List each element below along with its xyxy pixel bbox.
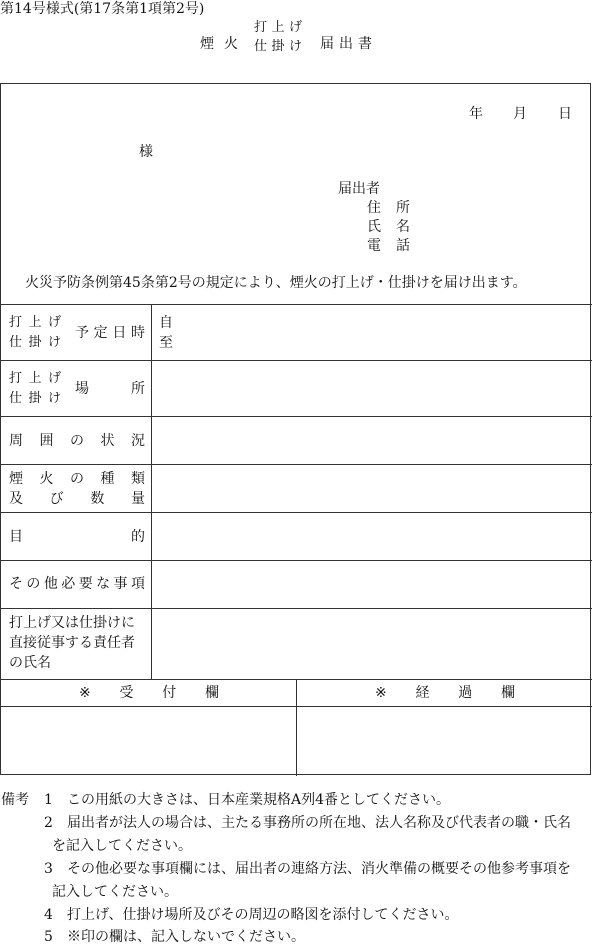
title-lead: 煙 火 [200,36,238,52]
responsible-line1: 打上げ又は仕掛けに [9,615,135,631]
form-title [200,20,400,56]
note-1-text: この用紙の大きさは、日本産業規格A列4番としてください。 [67,792,451,808]
address-label: 住 所 [367,200,410,216]
title-top: 打 上 げ [254,20,302,35]
note-5-num: 5 [44,929,53,945]
schedule-to: 至 [159,335,173,351]
filer-label: 届出者 [338,181,380,197]
other-label: そ の 他 必 要 な 事 項 [9,576,145,592]
place-prefix-bottom: 仕 掛 け [9,391,61,406]
note-2-text-cont: を記入してください。 [52,838,192,854]
date-year: 年 [469,106,483,122]
note-5-text: ※印の欄は、記入しないでください。 [67,929,305,945]
fireworks-type-label: 煙 火 の 種 類 [9,471,145,487]
addressee: 様 [139,144,153,160]
schedule-prefix-bottom: 仕 掛 け [9,335,61,350]
progress-header: ※ 経 過 欄 [375,685,515,701]
phone-label: 電 話 [367,238,410,254]
note-3-text-cont: 記入してください。 [52,884,178,900]
responsible-line3: の氏名 [9,655,51,671]
title-tail: 届 出 書 [320,36,372,52]
note-1-num: 1 [44,792,53,808]
title-bottom: 仕 掛 け [254,39,302,54]
note-3-num: 3 [44,861,53,877]
responsible-line2: 直接従事する責任者 [9,635,135,651]
name-label: 氏 名 [367,219,410,235]
declaration: 火災予防条例第45条第2号の規定により、煙火の打上げ・仕掛けを届け出ます。 [25,275,527,291]
form-table [0,83,591,775]
schedule-from: 自 [159,315,173,331]
place-label: 場 所 [75,381,145,397]
date-month: 月 [513,106,527,122]
note-2-num: 2 [44,815,53,831]
fireworks-quantity-label: 及 び 数 量 [9,491,145,507]
schedule-label: 予 定 日 時 [75,325,145,341]
receipt-header: ※ 受 付 欄 [79,685,219,701]
note-4-num: 4 [44,907,53,923]
form-number: 第14号様式(第17条第1項第2号) [0,1,205,17]
row-schedule-label [1,304,151,360]
note-2-text: 届出者が法人の場合は、主たる事務所の所在地、法人名称及び代表者の職・氏名 [67,815,571,831]
note-3-text: その他必要な事項欄には、届出者の連絡方法、消火準備の概要その他参考事項を [67,861,571,877]
place-prefix-top: 打 上 げ [9,371,61,386]
date-day: 日 [558,106,572,122]
schedule-prefix-top: 打 上 げ [9,315,61,330]
notes-heading: 備考 [1,792,29,808]
surroundings-label: 周 囲 の 状 況 [9,433,145,449]
note-4-text: 打上げ、仕掛け場所及びその周辺の略図を添付してください。 [67,907,459,923]
purpose-label: 目 的 [9,529,145,545]
row-place-label [1,360,151,416]
